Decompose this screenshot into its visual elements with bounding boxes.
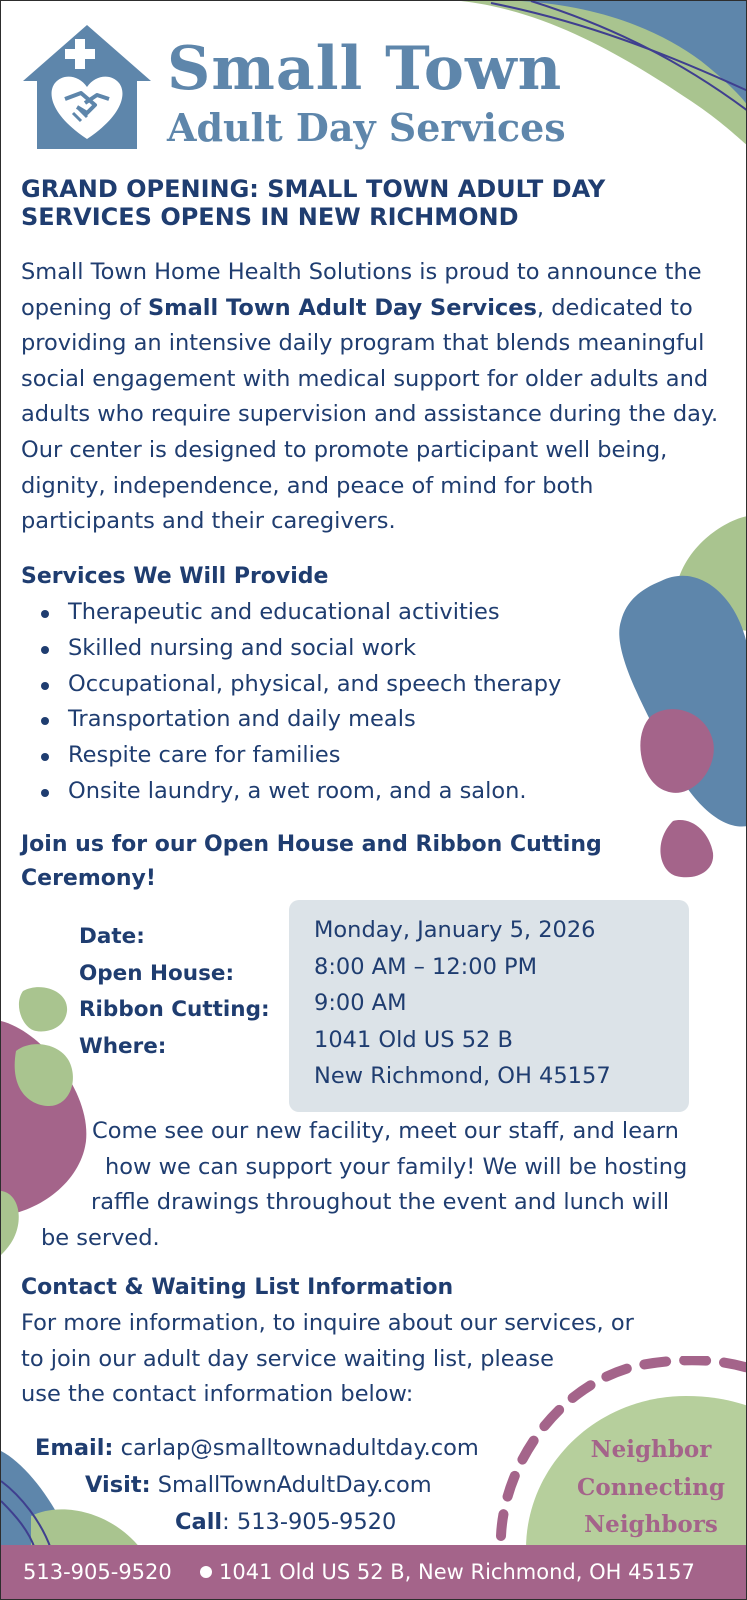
intro-text-bold: Small Town Adult Day Services: [147, 294, 537, 321]
email-label: Email:: [35, 1435, 114, 1461]
event-labels: [79, 919, 270, 1065]
ribbon-cutting-label: Ribbon Cutting:: [79, 997, 270, 1022]
website-link[interactable]: SmallTownAdultDay.com: [157, 1472, 432, 1498]
call-label: Call: [175, 1509, 223, 1535]
contact-line: For more information, to inquire about our services, or: [21, 1310, 634, 1336]
phone-link[interactable]: 513-905-9520: [236, 1509, 397, 1535]
right-side-blobs: [601, 501, 747, 881]
list-item: Skilled nursing and social work: [21, 631, 561, 667]
open-house-description: [21, 1114, 726, 1256]
contact-line: to join our adult day service waiting list, please: [21, 1345, 554, 1372]
services-list: [21, 595, 561, 810]
headline: GRAND OPENING: SMALL TOWN ADULT DAY SERVICES OPENS IN NEW RICHMOND: [21, 175, 606, 231]
open-house-heading-line1: Join us for our Open House and Ribbon Cutting: [21, 832, 602, 857]
contact-heading: Contact & Waiting List Information: [21, 1275, 454, 1300]
list-item: Occupational, physical, and speech therapy: [21, 667, 561, 703]
email-link[interactable]: carlap@smalltownadultday.com: [120, 1435, 479, 1461]
footer-address: 1041 Old US 52 B, New Richmond, OH 45157: [219, 1560, 695, 1584]
address-line2: New Richmond, OH 45157: [314, 1063, 611, 1089]
contact-description: [21, 1306, 671, 1413]
services-heading: Services We Will Provide: [21, 564, 329, 589]
bullet-dot-icon: [200, 1566, 212, 1578]
house-heart-handshake-icon: [21, 23, 153, 151]
call-separator: :: [222, 1509, 230, 1535]
call-row: [175, 1507, 396, 1537]
open-house-heading-line2: Ceremony!: [21, 866, 156, 891]
description-line: Come see our new facility, meet our staff, and learn: [92, 1118, 679, 1144]
tagline: [561, 1431, 741, 1544]
brand-name-line2: Adult Day Services: [167, 105, 566, 150]
intro-text-before: Small Town Home Health Solutions is proud to announce the opening of: [21, 259, 702, 321]
open-house-value: 8:00 AM – 12:00 PM: [314, 953, 538, 980]
brand-name-line1: Small Town: [167, 34, 563, 104]
list-item: Respite care for families: [21, 738, 561, 774]
list-item: Transportation and daily meals: [21, 702, 561, 738]
description-line: be served.: [41, 1224, 160, 1251]
event-values: [314, 912, 611, 1095]
visit-row: [85, 1470, 432, 1500]
open-house-label: Open House:: [79, 960, 235, 986]
date-value: Monday, January 5, 2026: [314, 917, 596, 943]
footer-phone: 513-905-9520: [23, 1560, 172, 1584]
ribbon-cutting-value: 9:00 AM: [314, 990, 407, 1016]
address-line1: 1041 Old US 52 B: [314, 1026, 513, 1053]
where-label: Where:: [79, 1033, 167, 1059]
contact-line: use the contact information below:: [21, 1381, 414, 1408]
description-line: how we can support your family! We will be hosting: [105, 1153, 688, 1180]
description-line: raffle drawings throughout the event and lunch will: [91, 1189, 670, 1216]
tagline-line: Neighbors: [584, 1511, 718, 1538]
footer-bar: [1, 1545, 747, 1599]
tagline-line: Neighbor: [590, 1436, 712, 1463]
list-item: Therapeutic and educational activities: [21, 595, 561, 631]
date-label: Date:: [79, 924, 145, 949]
tagline-line: Connecting: [577, 1473, 725, 1501]
list-item: Onsite laundry, a wet room, and a salon.: [21, 774, 561, 810]
visit-label: Visit:: [85, 1472, 151, 1498]
intro-text-after: , dedicated to providing an intensive daily program that blends meaningful social engagement with medical support for older adults and adults who require supervision and assistance during the day. Our center is designed to promote participant well being, dignity, independence, and peace of mind for both participants and their caregivers.: [21, 294, 719, 535]
email-row: [35, 1433, 479, 1463]
intro-paragraph: [21, 255, 726, 540]
